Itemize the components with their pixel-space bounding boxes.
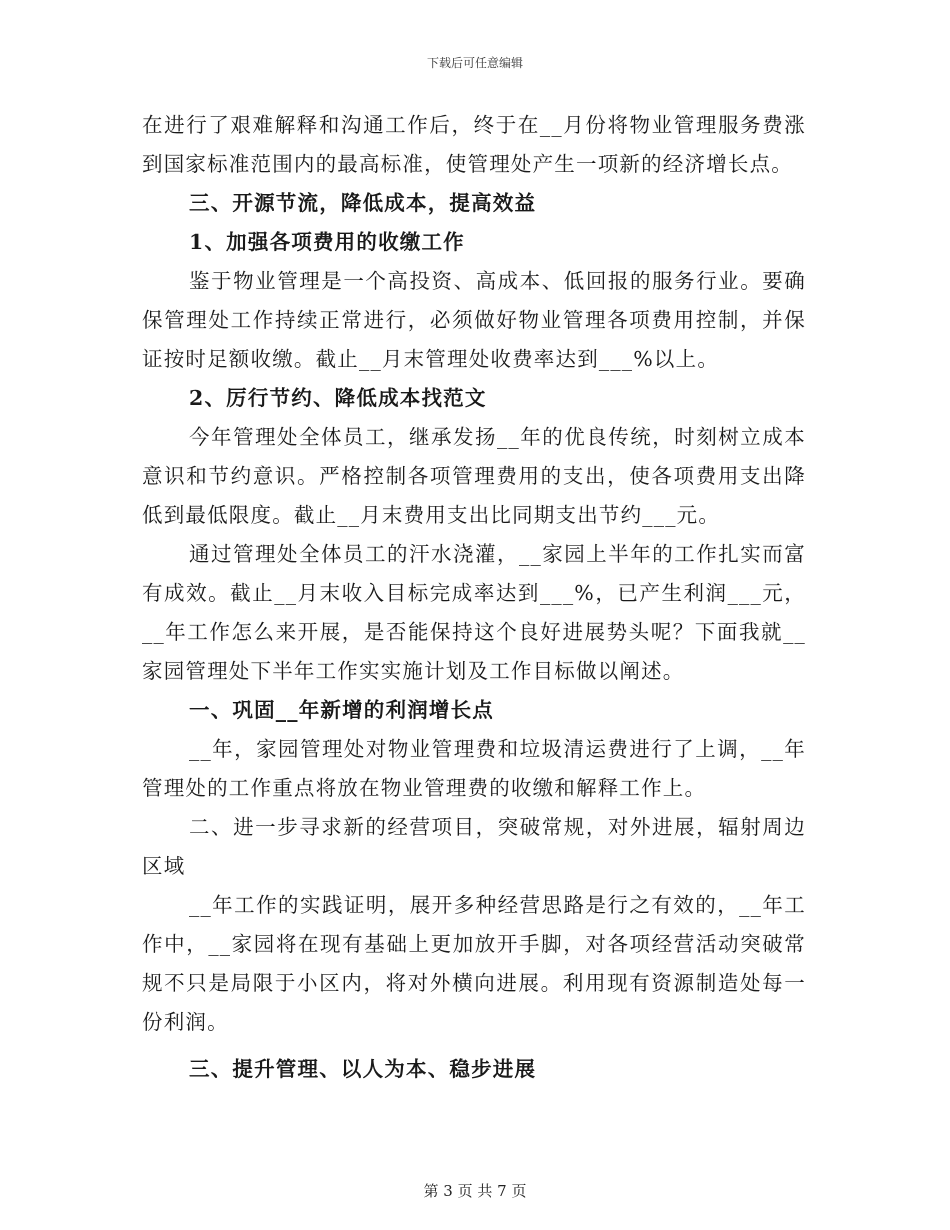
paragraph-fee-adjustment: __年，家园管理处对物业管理费和垃圾清运费进行了上调，__年管理处的工作重点将放在物业管理费的收缴和解释工作上。: [142, 737, 806, 800]
paragraph-fee-collection: 鉴于物业管理是一个高投资、高成本、低回报的服务行业。要确保管理处工作持续正常进行，必须做好物业管理各项费用控制，并保证按时足额收缴。截止__月末管理处收费率达到___%以上。: [142, 269, 806, 371]
document-body: [142, 106, 806, 1089]
section-heading-2: 二、进一步寻求新的经营项目，突破常规，对外进展，辐射周边区域: [142, 815, 806, 878]
subheading-fee-collection: 1、加强各项费用的收缴工作: [189, 230, 465, 254]
paragraph-business-expansion: __年工作的实践证明，展开多种经营思路是行之有效的，__年工作中，__家园将在现有基础上更加放开手脚，对各项经营活动突破常规不只是局限于小区内，将对外横向进展。利用现有资源制造处每一份利润。: [142, 893, 806, 1034]
page-footer: 第 3 页 共 7 页: [423, 1182, 527, 1200]
section-heading-3b: 三、提升管理、以人为本、稳步进展: [189, 1057, 537, 1081]
paragraph-half-year-summary: 通过管理处全体员工的汗水浇灌，__家园上半年的工作扎实而富有成效。截止__月末收入目标完成率达到___%，已产生利润___元，__年工作怎么来开展，是否能保持这个良好进展势头呢？下面我就__家园管理处下半年工作实实施计划及工作目标做以阐述。: [142, 542, 806, 683]
paragraph-continuation: 在进行了艰难解释和沟通工作后，终于在__月份将物业管理服务费涨到国家标准范围内的最高标准，使管理处产生一项新的经济增长点。: [142, 113, 806, 176]
page-header: 下载后可任意编辑: [426, 56, 523, 70]
subheading-cost-saving: 2、厉行节约、降低成本找范文: [189, 386, 487, 410]
section-heading-3: 三、开源节流，降低成本，提高效益: [189, 191, 537, 215]
section-heading-1: 一、巩固__年新增的利润增长点: [189, 698, 494, 722]
paragraph-cost-saving: 今年管理处全体员工，继承发扬__年的优良传统，时刻树立成本意识和节约意识。严格控制各项管理费用的支出，使各项费用支出降低到最低限度。截止__月末费用支出比同期支出节约___元。: [142, 425, 806, 527]
